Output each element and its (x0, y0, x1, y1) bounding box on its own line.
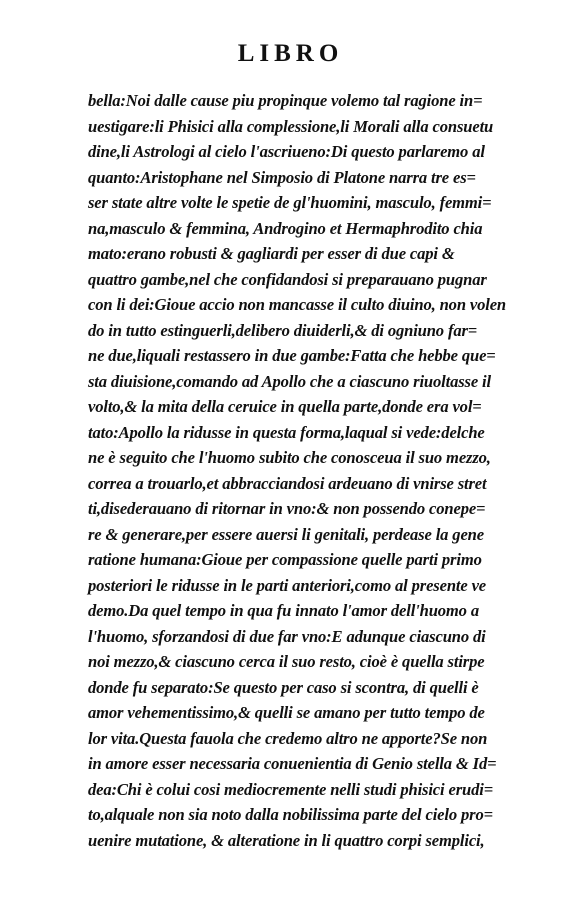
text-line: ne due,liquali restassero in due gambe:Fatta che hebbe que= (88, 346, 496, 365)
text-line: donde fu separato:Se questo per caso si scontra, di quelli è (88, 677, 479, 697)
running-head: LIBRO (237, 40, 344, 67)
text-line: dine,li Astrologi al cielo l'ascriueno:Di questo parlaremo al (88, 142, 485, 161)
text-line: amor vehementissimo,& quelli se amano per tutto tempo de (88, 703, 485, 722)
text-line: to,alquale non sia noto dalla nobilissima parte del cielo pro= (88, 805, 493, 824)
text-line: uenire mutatione, & alteratione in li quattro corpi semplici, (88, 830, 485, 850)
text-line: in amore esser necessaria conuenientia di Genio stella & Id= (88, 754, 497, 773)
text-line: correa a trouarlo,et abbracciandosi ardeuano di vnirse stret (88, 473, 487, 493)
text-line: ti,disederauano di ritornar in vno:& non possendo conepe= (88, 499, 486, 518)
text-line: ratione humana:Gioue per compassione quelle parti primo (88, 550, 482, 569)
text-line: con li dei:Gioue accio non mancasse il culto diuino, non volen (88, 295, 507, 314)
text-line: dea:Chi è colui cosi mediocremente nelli studi phisici erudi= (88, 779, 493, 799)
body-text (88, 88, 518, 853)
text-line: quanto:Aristophane nel Simposio di Platone narra tre es= (88, 167, 476, 187)
text-line: bella:Noi dalle cause piu propinque volemo tal ragione in= (88, 91, 483, 110)
text-line: demo.Da quel tempo in qua fu innato l'amor dell'huomo a (88, 601, 479, 620)
text-line: tato:Apollo la ridusse in questa forma,laqual si vede:delche (88, 422, 485, 442)
text-line: na,masculo & femmina, Androgino et Hermaphrodito chia (88, 218, 483, 238)
text-line: noi mezzo,& ciascuno cerca il suo resto, cioè è quella stirpe (88, 652, 485, 671)
text-line: l'huomo, sforzandosi di due far vno:E adunque ciascuno di (88, 626, 486, 646)
text-line: uestigare:li Phisici alla complessione,li Morali alla consuetu (88, 116, 494, 136)
text-line: ser state altre volte le spetie de gl'huomini, masculo, femmi= (88, 193, 492, 212)
text-line: quattro gambe,nel che confidandosi si preparauano pugnar (88, 269, 487, 289)
text-line: sta diuisione,comando ad Apollo che a ciascuno riuoltasse il (88, 371, 491, 391)
text-line: lor vita.Questa fauola che credemo altro ne apporte?Se non (88, 728, 488, 748)
text-line: do in tutto estinguerli,delibero diuiderli,& di ogniuno far= (88, 320, 478, 340)
text-line: volto,& la mita della ceruice in quella parte,donde era vol= (88, 397, 482, 416)
text-line: mato:erano robusti & gagliardi per esser di due capi & (88, 244, 455, 263)
text-line: ne è seguito che l'huomo subito che conosceua il suo mezzo, (88, 448, 491, 467)
text-line: re & generare,per essere auersi li genitali, perdease la gene (88, 524, 484, 544)
text-line: posteriori le ridusse in le parti anteriori,como al presente ve (88, 575, 487, 595)
